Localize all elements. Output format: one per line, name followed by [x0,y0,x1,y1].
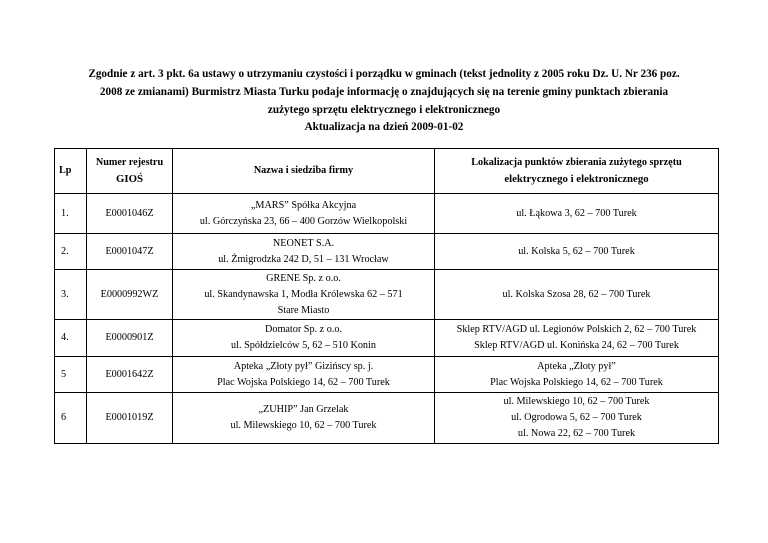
row-lp: 4. [55,320,87,357]
header-lp: Lp [55,149,87,194]
company-line: Plac Wojska Polskiego 14, 62 – 700 Turek [217,376,390,388]
location-line: ul. Kolska 5, 62 – 700 Turek [518,245,635,257]
row-location [435,234,719,270]
table-row [55,234,719,270]
row-registry-number: E0000901Z [87,320,173,357]
collection-points-table [54,148,719,444]
row-lp: 6 [55,393,87,444]
location-line: ul. Nowa 22, 62 – 700 Turek [517,428,636,439]
company-line: Stare Miasto [277,304,330,316]
company-line: Apteka „Złoty pył” Gizińscy sp. j. [233,360,374,372]
header-company: Nazwa i siedziba firmy [173,149,435,194]
company-line: Domator Sp. z o.o. [265,324,342,335]
table-header-row [55,149,719,194]
row-registry-number: E0001019Z [87,393,173,444]
row-lp: 3. [55,270,87,320]
row-company [173,234,435,270]
company-line: ul. Milewskiego 10, 62 – 700 Turek [230,420,377,431]
row-registry-number: E0000992WZ [87,270,173,320]
row-location [435,270,719,320]
header-registry-line: Numer rejestru [95,157,164,168]
company-line: ul. Skandynawska 1, Modła Królewska 62 – 571 [204,288,403,300]
intro-line: 2008 ze zmianami) Burmistrz Miasta Turku podaje informację o znajdujących się na terenie gminy punktach zbierania [99,85,669,98]
company-line: NEONET S.A. [272,237,335,249]
row-company [173,270,435,320]
company-line: ul. Żmigrodzka 242 D, 51 – 131 Wrocław [218,253,389,265]
row-location [435,194,719,234]
table-row [55,270,719,320]
row-company [173,194,435,234]
row-location [435,357,719,393]
row-company [173,393,435,444]
row-company [173,357,435,393]
location-line: ul. Łąkowa 3, 62 – 700 Turek [516,207,637,219]
location-line: Plac Wojska Polskiego 14, 62 – 700 Turek [490,376,663,388]
company-line: GRENE Sp. z o.o. [266,272,341,284]
update-date-line: Aktualizacja na dzień 2009-01-02 [304,121,464,134]
table-row [55,357,719,393]
row-lp: 2. [55,234,87,270]
row-company [173,320,435,357]
header-location-line: elektrycznego i elektronicznego [504,173,649,185]
table-row [55,194,719,234]
location-line: Sklep RTV/AGD ul. Legionów Polskich 2, 62 – 700 Turek [456,324,697,335]
row-lp: 5 [55,357,87,393]
row-registry-number: E0001046Z [87,194,173,234]
row-registry-number: E0001047Z [87,234,173,270]
company-line: ul. Spółdzielców 5, 62 – 510 Konin [231,340,376,351]
header-location [435,149,719,194]
location-line: Sklep RTV/AGD ul. Konińska 24, 62 – 700 Turek [474,340,679,351]
row-location [435,393,719,444]
table-body [55,194,719,444]
table-row [55,320,719,357]
header-location-line: Lokalizacja punktów zbierania zużytego sprzętu [471,157,682,168]
row-registry-number: E0001642Z [87,357,173,393]
company-line: „MARS” Spółka Akcyjna [250,199,357,211]
company-line: ul. Górczyńska 23, 66 – 400 Gorzów Wielkopolski [199,215,408,227]
header-registry-line: GIOŚ [115,173,143,185]
header-registry [87,149,173,194]
intro-line: Zgodnie z art. 3 pkt. 6a ustawy o utrzymaniu czystości i porządku w gminach (tekst jednolity z 2005 roku Dz. U. Nr 236 poz. [88,68,680,80]
document-intro [40,66,728,137]
intro-line: zużytego sprzętu elektrycznego i elektronicznego [267,103,501,116]
table-row [55,393,719,444]
location-line: Apteka „Złoty pył” [537,360,616,372]
company-line: „ZUHIP” Jan Grzelak [258,404,349,415]
row-location [435,320,719,357]
location-line: ul. Milewskiego 10, 62 – 700 Turek [503,396,650,407]
location-line: ul. Kolska Szosa 28, 62 – 700 Turek [502,288,651,300]
row-lp: 1. [55,194,87,234]
location-line: ul. Ogrodowa 5, 62 – 700 Turek [511,412,642,423]
